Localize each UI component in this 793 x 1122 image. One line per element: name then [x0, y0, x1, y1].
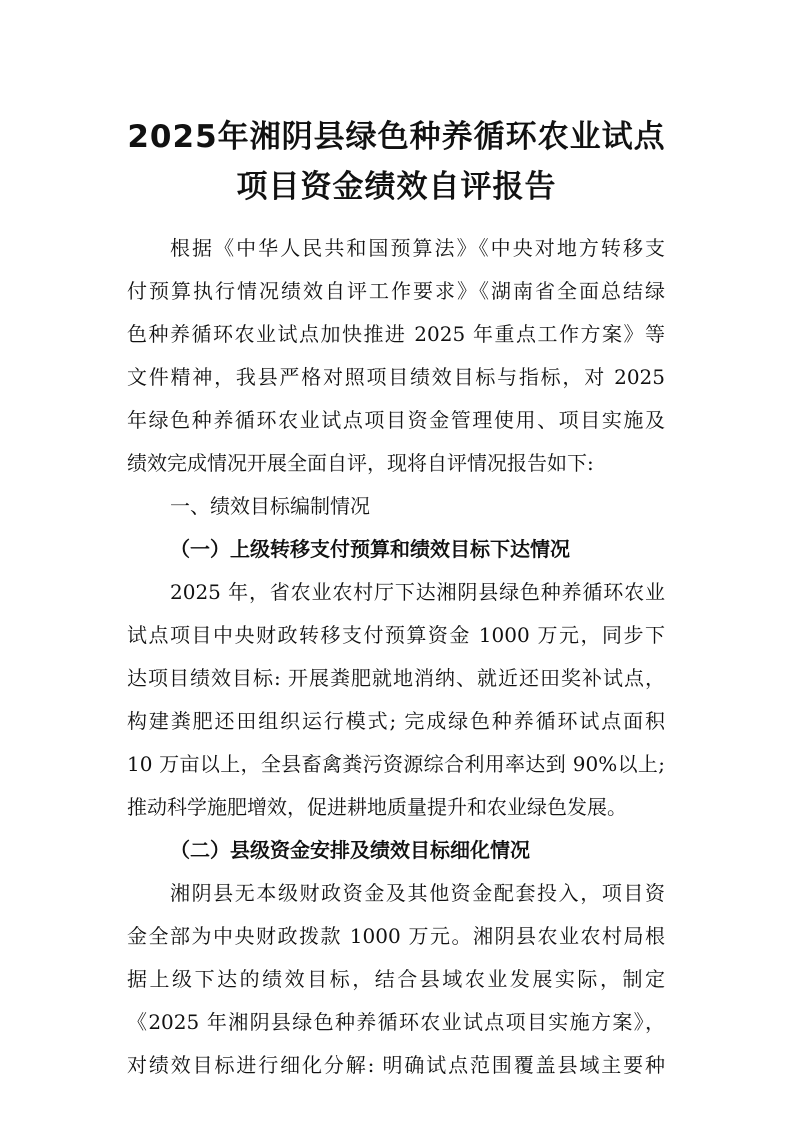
section-heading: 一、绩效目标编制情况 — [170, 494, 370, 518]
paragraph-line: 2025 年，省农业农村厅下达湘阴县绿色种养循环农业 — [170, 580, 665, 604]
intro-line: 年绿色种养循环农业试点项目资金管理使用、项目实施及 — [127, 408, 665, 432]
paragraph-line: 对绩效目标进行细化分解: 明确试点范围覆盖县域主要种 — [127, 1053, 665, 1077]
subsection-heading: （二）县级资金安排及绩效目标细化情况 — [170, 838, 530, 862]
intro-line: 根据《中华人民共和国预算法》《中央对地方转移支 — [170, 236, 665, 260]
document-title-line-1: 2025年湘阴县绿色种养循环农业试点 — [127, 119, 666, 155]
paragraph-line: 《2025 年湘阴县绿色种养循环农业试点项目实施方案》， — [127, 1010, 665, 1034]
subsection-heading: （一）上级转移支付预算和绩效目标下达情况 — [170, 537, 570, 561]
document-title-line-2: 项目资金绩效自评报告 — [236, 169, 557, 205]
paragraph-line: 推动科学施肥增效，促进耕地质量提升和农业绿色发展。 — [127, 795, 627, 819]
paragraph-line: 试点项目中央财政转移支付预算资金 1000 万元，同步下 — [127, 623, 665, 647]
paragraph-line: 构建粪肥还田组织运行模式; 完成绿色种养循环试点面积 — [127, 709, 665, 733]
paragraph-line: 达项目绩效目标: 开展粪肥就地消纳、就近还田奖补试点， — [127, 666, 665, 690]
intro-line: 付预算执行情况绩效自评工作要求》《湖南省全面总结绿 — [127, 279, 665, 303]
paragraph-line: 金全部为中央财政拨款 1000 万元。湘阴县农业农村局根 — [127, 924, 665, 948]
intro-line: 色种养循环农业试点加快推进 2025 年重点工作方案》等 — [127, 322, 665, 346]
paragraph-line: 10 万亩以上，全县畜禽粪污资源综合利用率达到 90%以上; — [127, 752, 665, 776]
intro-line: 绩效完成情况开展全面自评，现将自评情况报告如下: — [127, 451, 594, 475]
intro-line: 文件精神，我县严格对照项目绩效目标与指标，对 2025 — [127, 365, 665, 389]
paragraph-line: 湘阴县无本级财政资金及其他资金配套投入，项目资 — [170, 881, 665, 905]
paragraph-line: 据上级下达的绩效目标，结合县域农业发展实际，制定 — [127, 967, 665, 991]
